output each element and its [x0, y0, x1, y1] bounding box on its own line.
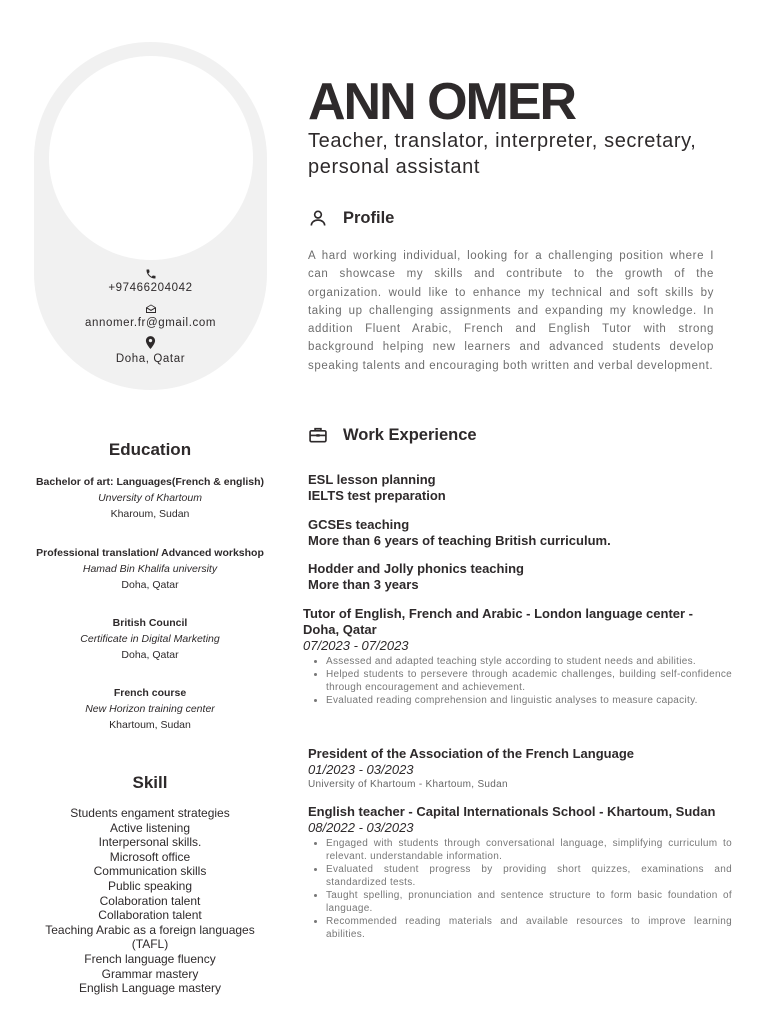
contact-email	[34, 303, 267, 329]
highlight-line: Hodder and Jolly phonics teaching	[308, 561, 524, 576]
contact-location	[34, 336, 267, 365]
job-bullet: • Evaluated reading comprehension and linguistic analyses to measure capacity.	[326, 694, 732, 707]
phone-icon	[145, 268, 157, 280]
skill-item: Communication skills	[93, 864, 207, 879]
skill-item: Active listening	[109, 820, 191, 835]
job-bullets	[308, 837, 732, 941]
education-school: Certificate in Digital Marketing	[80, 633, 220, 645]
education-item	[0, 476, 300, 520]
highlight-line: More than 6 years of teaching British curriculum.	[308, 533, 611, 548]
highlight-line: GCSEs teaching	[308, 517, 410, 532]
job-bullet: • Recommended reading materials and available resources to improve learning abilities.	[326, 915, 732, 941]
education-item	[0, 687, 300, 731]
work-heading	[308, 425, 477, 445]
education-place: Kharoum, Sudan	[110, 508, 190, 520]
envelope-icon	[145, 303, 157, 315]
education-degree: British Council	[112, 617, 188, 629]
work-heading-label: Work Experience	[343, 425, 477, 444]
job-title: President of the Association of the French Language	[308, 746, 635, 761]
skill-item: Microsoft office	[109, 849, 191, 864]
profile-photo-placeholder	[49, 56, 253, 260]
job-bullet: • Taught spelling, pronunciation and sentence structure to form basic foundation of language.	[326, 889, 732, 915]
education-degree: Bachelor of art: Languages(French & english)	[35, 476, 265, 488]
right-column	[300, 0, 768, 1024]
highlight-line: IELTS test preparation	[308, 488, 446, 503]
contact-phone	[34, 268, 267, 294]
phone-number[interactable]: +97466204042	[108, 282, 193, 294]
job-title: English teacher - Capital Internationals School - Khartoum, Sudan	[308, 804, 716, 819]
profile-heading	[308, 208, 394, 228]
job-dates: 01/2023 - 03/2023	[308, 762, 414, 777]
skills-list	[40, 806, 260, 996]
candidate-subtitle: Teacher, translator, interpreter, secretary, personal assistant	[308, 130, 697, 178]
job-organization: University of Khartoum - Khartoum, Sudan	[308, 779, 508, 790]
skills-heading: Skill	[132, 773, 168, 792]
skill-item: Students engament strategies	[70, 806, 230, 820]
skill-item: Collaboration talent	[98, 908, 202, 923]
profile-heading-label: Profile	[343, 208, 395, 227]
person-icon	[308, 208, 328, 228]
education-school: New Horizon training center	[85, 703, 215, 715]
skill-item: Interpersonal skills.	[98, 835, 202, 850]
job-title: Tutor of English, French and Arabic - London language center - Doha, Qatar	[303, 606, 694, 637]
education-school: Hamad Bin Khalifa university	[82, 563, 218, 575]
candidate-name: ANN OMER	[308, 73, 576, 131]
profile-summary: A hard working individual, looking for a challenging position where I can showcase my skills and contribute to the growth of the organization. would like to enhance my technical and soft skills by taking up challenging assignments and expanding my knowledge. In addition Fluent Arabic, French and English Tutor with strong background helping new learners and advanced students develop speaking talents and encouraging both written and verbal development.	[308, 250, 714, 372]
job-bullet: • Helped students to persevere through academic challenges, building self-confidence through encouragement and achievement.	[326, 668, 732, 694]
education-item	[0, 547, 300, 591]
education-heading: Education	[108, 440, 192, 459]
job-dates: 08/2022 - 03/2023	[308, 820, 414, 835]
skill-item: French language fluency	[84, 951, 216, 966]
briefcase-icon	[308, 425, 328, 445]
job-bullet: • Assessed and adapted teaching style according to student needs and abilities.	[326, 655, 732, 668]
highlight-line: ESL lesson planning	[308, 472, 436, 487]
email-address[interactable]: annomer.fr@gmail.com	[84, 317, 217, 329]
left-column	[0, 0, 300, 1024]
job-bullet: • Engaged with students through conversational language, simplifying curriculum to relevant. understandable information.	[326, 837, 732, 863]
education-place: Doha, Qatar	[121, 649, 179, 661]
skill-item: Public speaking	[107, 878, 193, 893]
location-text: Doha, Qatar	[115, 353, 186, 365]
job-dates: 07/2023 - 07/2023	[303, 638, 409, 653]
highlight-line: More than 3 years	[308, 577, 419, 592]
skill-item: Teaching Arabic as a foreign languages (TAFL)	[45, 922, 255, 952]
skill-item: Colaboration talent	[99, 893, 201, 908]
education-place: Doha, Qatar	[121, 579, 179, 591]
education-degree: French course	[113, 687, 187, 699]
education-school: Unversity of Khartoum	[98, 492, 202, 504]
education-place: Khartoum, Sudan	[109, 719, 191, 731]
education-item	[0, 617, 300, 661]
skill-item: English Language mastery	[78, 981, 222, 996]
skill-item: Grammar mastery	[101, 966, 199, 981]
job-bullet: • Evaluated student progress by providing short quizzes, examinations and standardized tests.	[326, 863, 732, 889]
job-bullets	[308, 655, 732, 707]
education-degree: Professional translation/ Advanced workshop	[36, 547, 264, 559]
location-pin-icon	[145, 336, 156, 349]
